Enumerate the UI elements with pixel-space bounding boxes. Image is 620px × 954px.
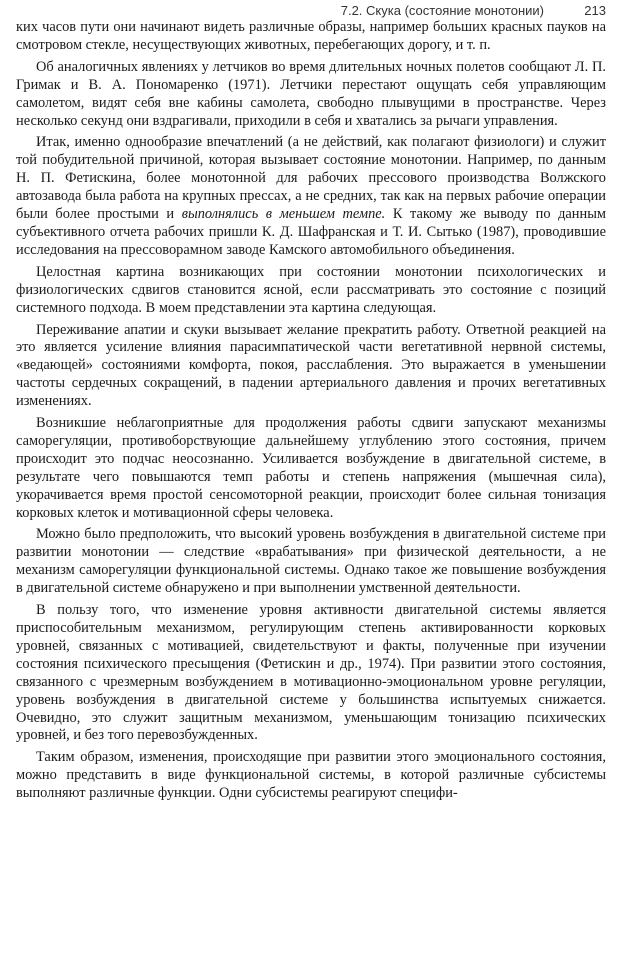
page-number: 213 [584, 3, 606, 18]
section-title: 7.2. Скука (состояние монотонии) [340, 3, 544, 18]
paragraph-4: Целостная картина возникающих при состоянии монотонии психологических и физиологических сдвигов становится ясной, если рассматривать это состояние с позиций системного подхода. В моем представлении эта картина следующая. [16, 263, 606, 316]
paragraph-2: Об аналогичных явлениях у летчиков во время длительных ночных полетов сообщают Л. П. Гримак и В. А. Пономаренко (1971). Летчики перестают ощущать себя управляющим самолетом, видят себя вне кабины самолета, свободно плывущими в пространстве. Через несколько секунд они вздрагивали, приходили в себя и хватались за рычаги управления. [16, 58, 606, 129]
paragraph-7: Можно было предположить, что высокий уровень возбуждения в двигательной системе при развитии монотонии — следствие «врабатывания» при физической деятельности, а не механизм саморегуляции функциональной системы. Однако такое же повышение возбуждения в двигательной системе обнаружено и при выполнении умственной деятельности. [16, 526, 606, 597]
paragraph-3-text-b: К такому же выводу по данным субъективного отчета рабочих пришли К. Д. Шафранская и Т. И. Сытько (1987), проводившие исследования на прессоворамном заводе Камского автомобильного объединения. [16, 206, 606, 258]
paragraph-3 [16, 134, 606, 259]
paragraph-8: В пользу того, что изменение уровня активности двигательной системы является приспособительным механизмом, регулирующим степень активированности корковых уровней, связанных с мотивацией, свидетельствуют и факты, полученные при изучении состояния психического пресыщения (Фетискин и др., 1974). При развитии этого состояния, связанного с чрезмерным возбуждением в мотивационно-эмоциональном уровне регуляции, уровень возбуждения в двигательной системе у большинства испытуемых снижается. Очевидно, это служит защитным механизмом, уменьшающим тонизацию психических уровней, и без того перевозбужденных. [16, 602, 606, 744]
paragraph-3-text-a: Итак, именно однообразие впечатлений (а не действий, как полагают физиологи) и служит той побудительной причиной, которая вызывает состояние монотонии. Например, по данным Н. П. Фетискина, более монотонной для рабочих прессового производства Волжского автозавода была работа на крупных прессах, а не средних, так как на первых рабочие операции были более простыми и [16, 134, 606, 223]
paragraph-6: Возникшие неблагоприятные для продолжения работы сдвиги запускают механизмы саморегуляции, противоборствующие дальнейшему углублению этого состояния, причем происходит это подчас неосознанно. Усиливается возбуждение в двигательной системе, в результате чего повышаются темп работы и степень напряжения (мышечная сила), укорачивается время простой сенсомоторной реакции, происходит более сильная тонизация корковых клеток и мотивационной сферы человека. [16, 415, 606, 521]
paragraph-5: Переживание апатии и скуки вызывает желание прекратить работу. Ответной реакцией на это является усиление влияния парасимпатической части вегетативной нервной системы, «ведающей» состояниями комфорта, покоя, расслабления. Это выражается в уменьшении частоты сердечных сокращений, в падении артериального давления и прочих вегетативных изменениях. [16, 321, 606, 410]
paragraph-1: ких часов пути они начинают видеть различные образы, например больших красных пауков на смотровом стекле, несуществующих животных, перебегающих дорогу, и т. п. [16, 19, 606, 53]
body-text [16, 19, 606, 803]
paragraph-9: Таким образом, изменения, происходящие при развитии этого эмоционального состояния, можно представить в виде функциональной системы, в которой различные субсистемы выполняют различные функции. Одни субсистемы реагируют специфи- [16, 749, 606, 802]
paragraph-3-emphasis: выполнялись в меньшем темпе. [181, 206, 386, 223]
